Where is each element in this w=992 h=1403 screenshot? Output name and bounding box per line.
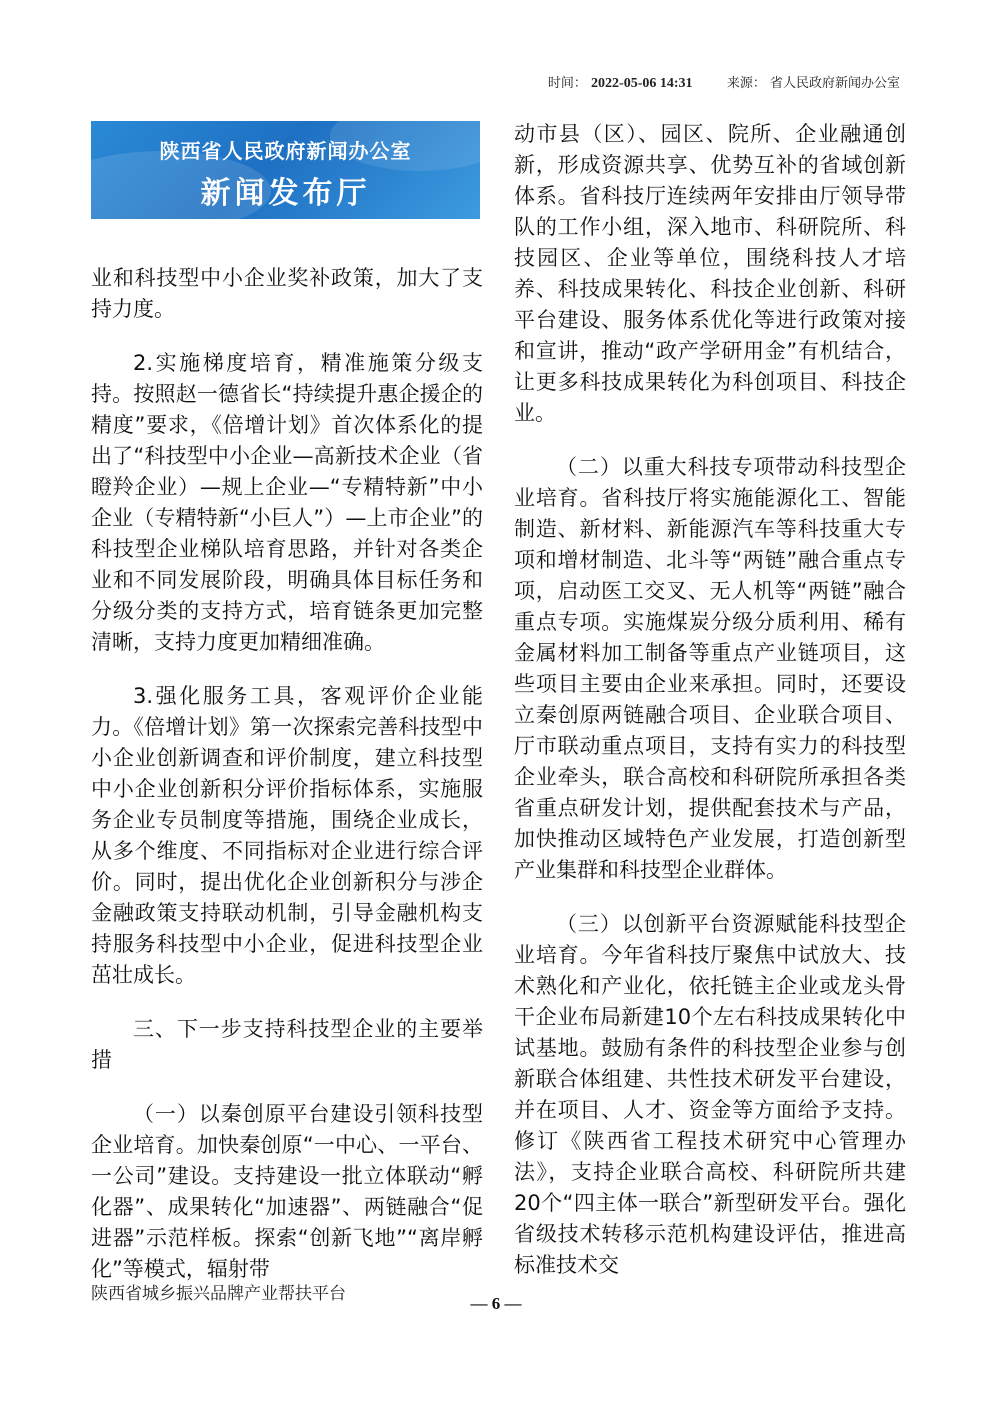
right-paragraph-1: 动市县（区）、园区、院所、企业融通创新，形成资源共享、优势互补的省域创新体系。省科技厅连续两年安排由厅领导带队的工作小组，深入地市、科研院所、科技园区、企业等单位，围绕科技人才培养、科技成果转化、科技企业创新、科研平台建设、服务体系优化等进行政策对接和宣讲，推动“政产学研用金”有机结合，让更多科技成果转化为科创项目、科技企业。	[514, 122, 906, 425]
left-paragraph-3: 3.强化服务工具，客观评价企业能力。《倍增计划》第一次探索完善科技型中小企业创新调查和评价制度，建立科技型中小企业创新积分评价指标体系，实施服务企业专员制度等措施，围绕企业成长，从多个维度、不同指标对企业进行综合评价。同时，提出优化企业创新积分与涉企金融政策支持联动机制，引导金融机构支持服务科技型中小企业，促进科技型企业茁壮成长。	[91, 684, 483, 987]
right-paragraph-3: （三）以创新平台资源赋能科技型企业培育。今年省科技厅聚焦中试放大、技术熟化和产业化，依托链主企业或龙头骨干企业布局新建10个左右科技成果转化中试基地。鼓励有条件的科技型企业参与创新联合体组建、共性技术研发平台建设，并在项目、人才、资金等方面给予支持。修订《陕西省工程技术研究中心管理办法》，支持企业联合高校、科研院所共建20个“四主体一联合”新型研发平台。强化省级技术转移示范机构建设评估，推进高标准技术交	[514, 912, 906, 1277]
publish-time: 2022-05-06 14:31	[591, 76, 693, 91]
article-meta	[548, 72, 900, 92]
section-heading: 三、下一步支持科技型企业的主要举措	[91, 1017, 483, 1072]
page-number: — 6 —	[470, 1294, 522, 1313]
press-banner	[91, 121, 480, 219]
banner-office-name: 陕西省人民政府新闻办公室	[159, 139, 412, 163]
right-column	[514, 119, 906, 1304]
banner-hall-name: 新闻发布厅	[200, 176, 371, 211]
time-label: 时间：	[547, 76, 587, 91]
source-label: 来源：	[726, 76, 766, 91]
footer-platform: 陕西省城乡振兴品牌产业帮扶平台	[91, 1284, 346, 1304]
left-paragraph-5: （一）以秦创原平台建设引领科技型企业培育。加快秦创原“一中心、一平台、一公司”建设。支持建设一批立体联动“孵化器”、成果转化“加速器”、两链融合“促进器”示范样板。探索“创新飞地”“离岸孵化”等模式，辐射带	[91, 1102, 483, 1281]
left-paragraph-2: 2.实施梯度培育，精准施策分级支持。按照赵一德省长“持续提升惠企援企的精度”要求，《倍增计划》首次体系化的提出了“科技型中小企业—高新技术企业（省瞪羚企业）—规上企业—“专精特新”中小企业（专精特新“小巨人”）—上市企业”的科技型企业梯队培育思路，并针对各类企业和不同发展阶段，明确具体目标任务和分级分类的支持方式，培育链条更加完整清晰，支持力度更加精细准确。	[91, 351, 483, 654]
left-column	[91, 263, 483, 1308]
source-value: 省人民政府新闻办公室	[769, 76, 900, 91]
right-paragraph-2: （二）以重大科技专项带动科技型企业培育。省科技厅将实施能源化工、智能制造、新材料、新能源汽车等科技重大专项和增材制造、北斗等“两链”融合重点专项，启动医工交叉、无人机等“两链”融合重点专项。实施煤炭分级分质利用、稀有金属材料加工制备等重点产业链项目，这些项目主要由企业来承担。同时，还要设立秦创原两链融合项目、企业联合项目、厅市联动重点项目，支持有实力的科技型企业牵头，联合高校和科研院所承担各类省重点研发计划，提供配套技术与产品，加快推动区域特色产业发展，打造创新型产业集群和科技型企业群体。	[514, 455, 906, 882]
left-paragraph-1: 业和科技型中小企业奖补政策，加大了支持力度。	[91, 266, 483, 321]
